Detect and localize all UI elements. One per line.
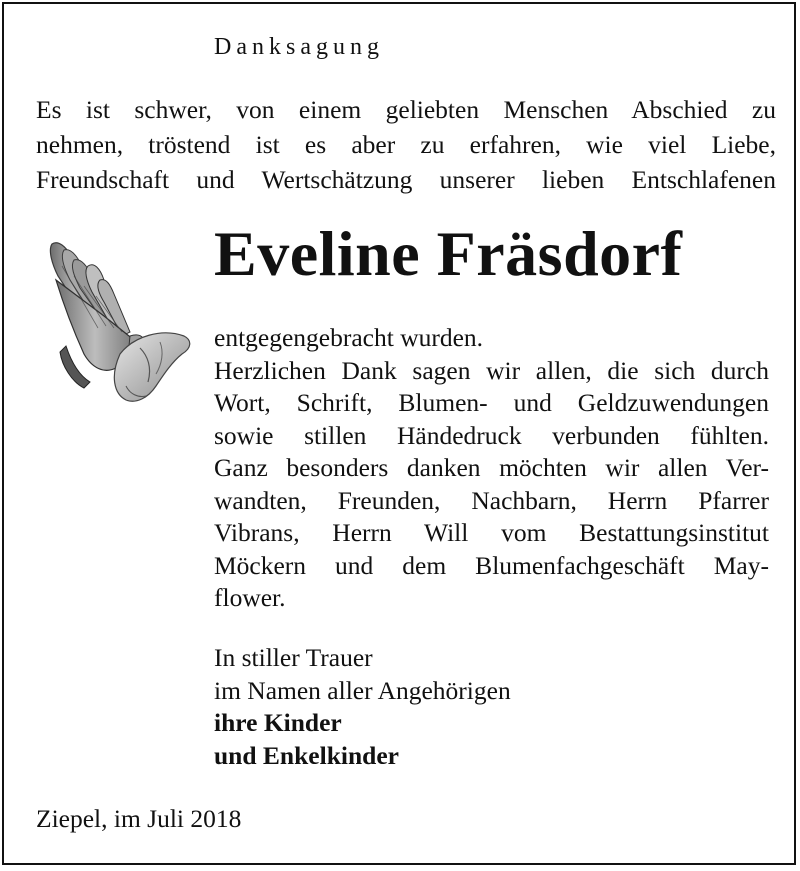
obituary-card [2,2,796,865]
signature-line: ihre Kinder [214,708,342,737]
signature-line: und Enkelkinder [214,740,399,770]
intro-line: Es ist schwer, von einem geliebten Menschen Abschied zu [36,95,776,124]
body-line: flower. [214,583,286,612]
body-line: entgegengebracht wurden. [214,323,484,352]
signature-line: In stiller Trauer [214,643,373,672]
body-line: Herzlichen Dank sagen wir allen, die sich durch [214,355,769,385]
body-line: wandten, Freunden, Nachbarn, Herrn Pfarrer [214,485,769,515]
signature-line: im Namen aller Angehörigen [214,675,511,705]
deceased-name: Eveline Fräsdorf [214,218,683,289]
body-line: Wort, Schrift, Blumen- und Geldzuwendungen [214,388,769,417]
intro-line: Freundschaft und Wertschätzung unserer lieben Entschlafenen [36,165,776,194]
body-line: sowie stillen Händedruck verbunden fühlten. [214,420,769,450]
heading: Danksagung [214,34,384,60]
intro-text [36,92,776,197]
place-date: Ziepel, im Juli 2018 [36,804,242,833]
signature [214,642,511,772]
body-line: Vibrans, Herrn Will vom Bestattungsinstitut [214,518,769,547]
body-text [214,322,769,615]
intro-line: nehmen, tröstend ist es aber zu erfahren, wie viel Liebe, [36,130,776,159]
body-line: Möckern und dem Blumenfachgeschäft May- [214,550,769,580]
praying-hands-icon [44,236,194,416]
body-line: Ganz besonders danken möchten wir allen Ver- [214,453,769,482]
